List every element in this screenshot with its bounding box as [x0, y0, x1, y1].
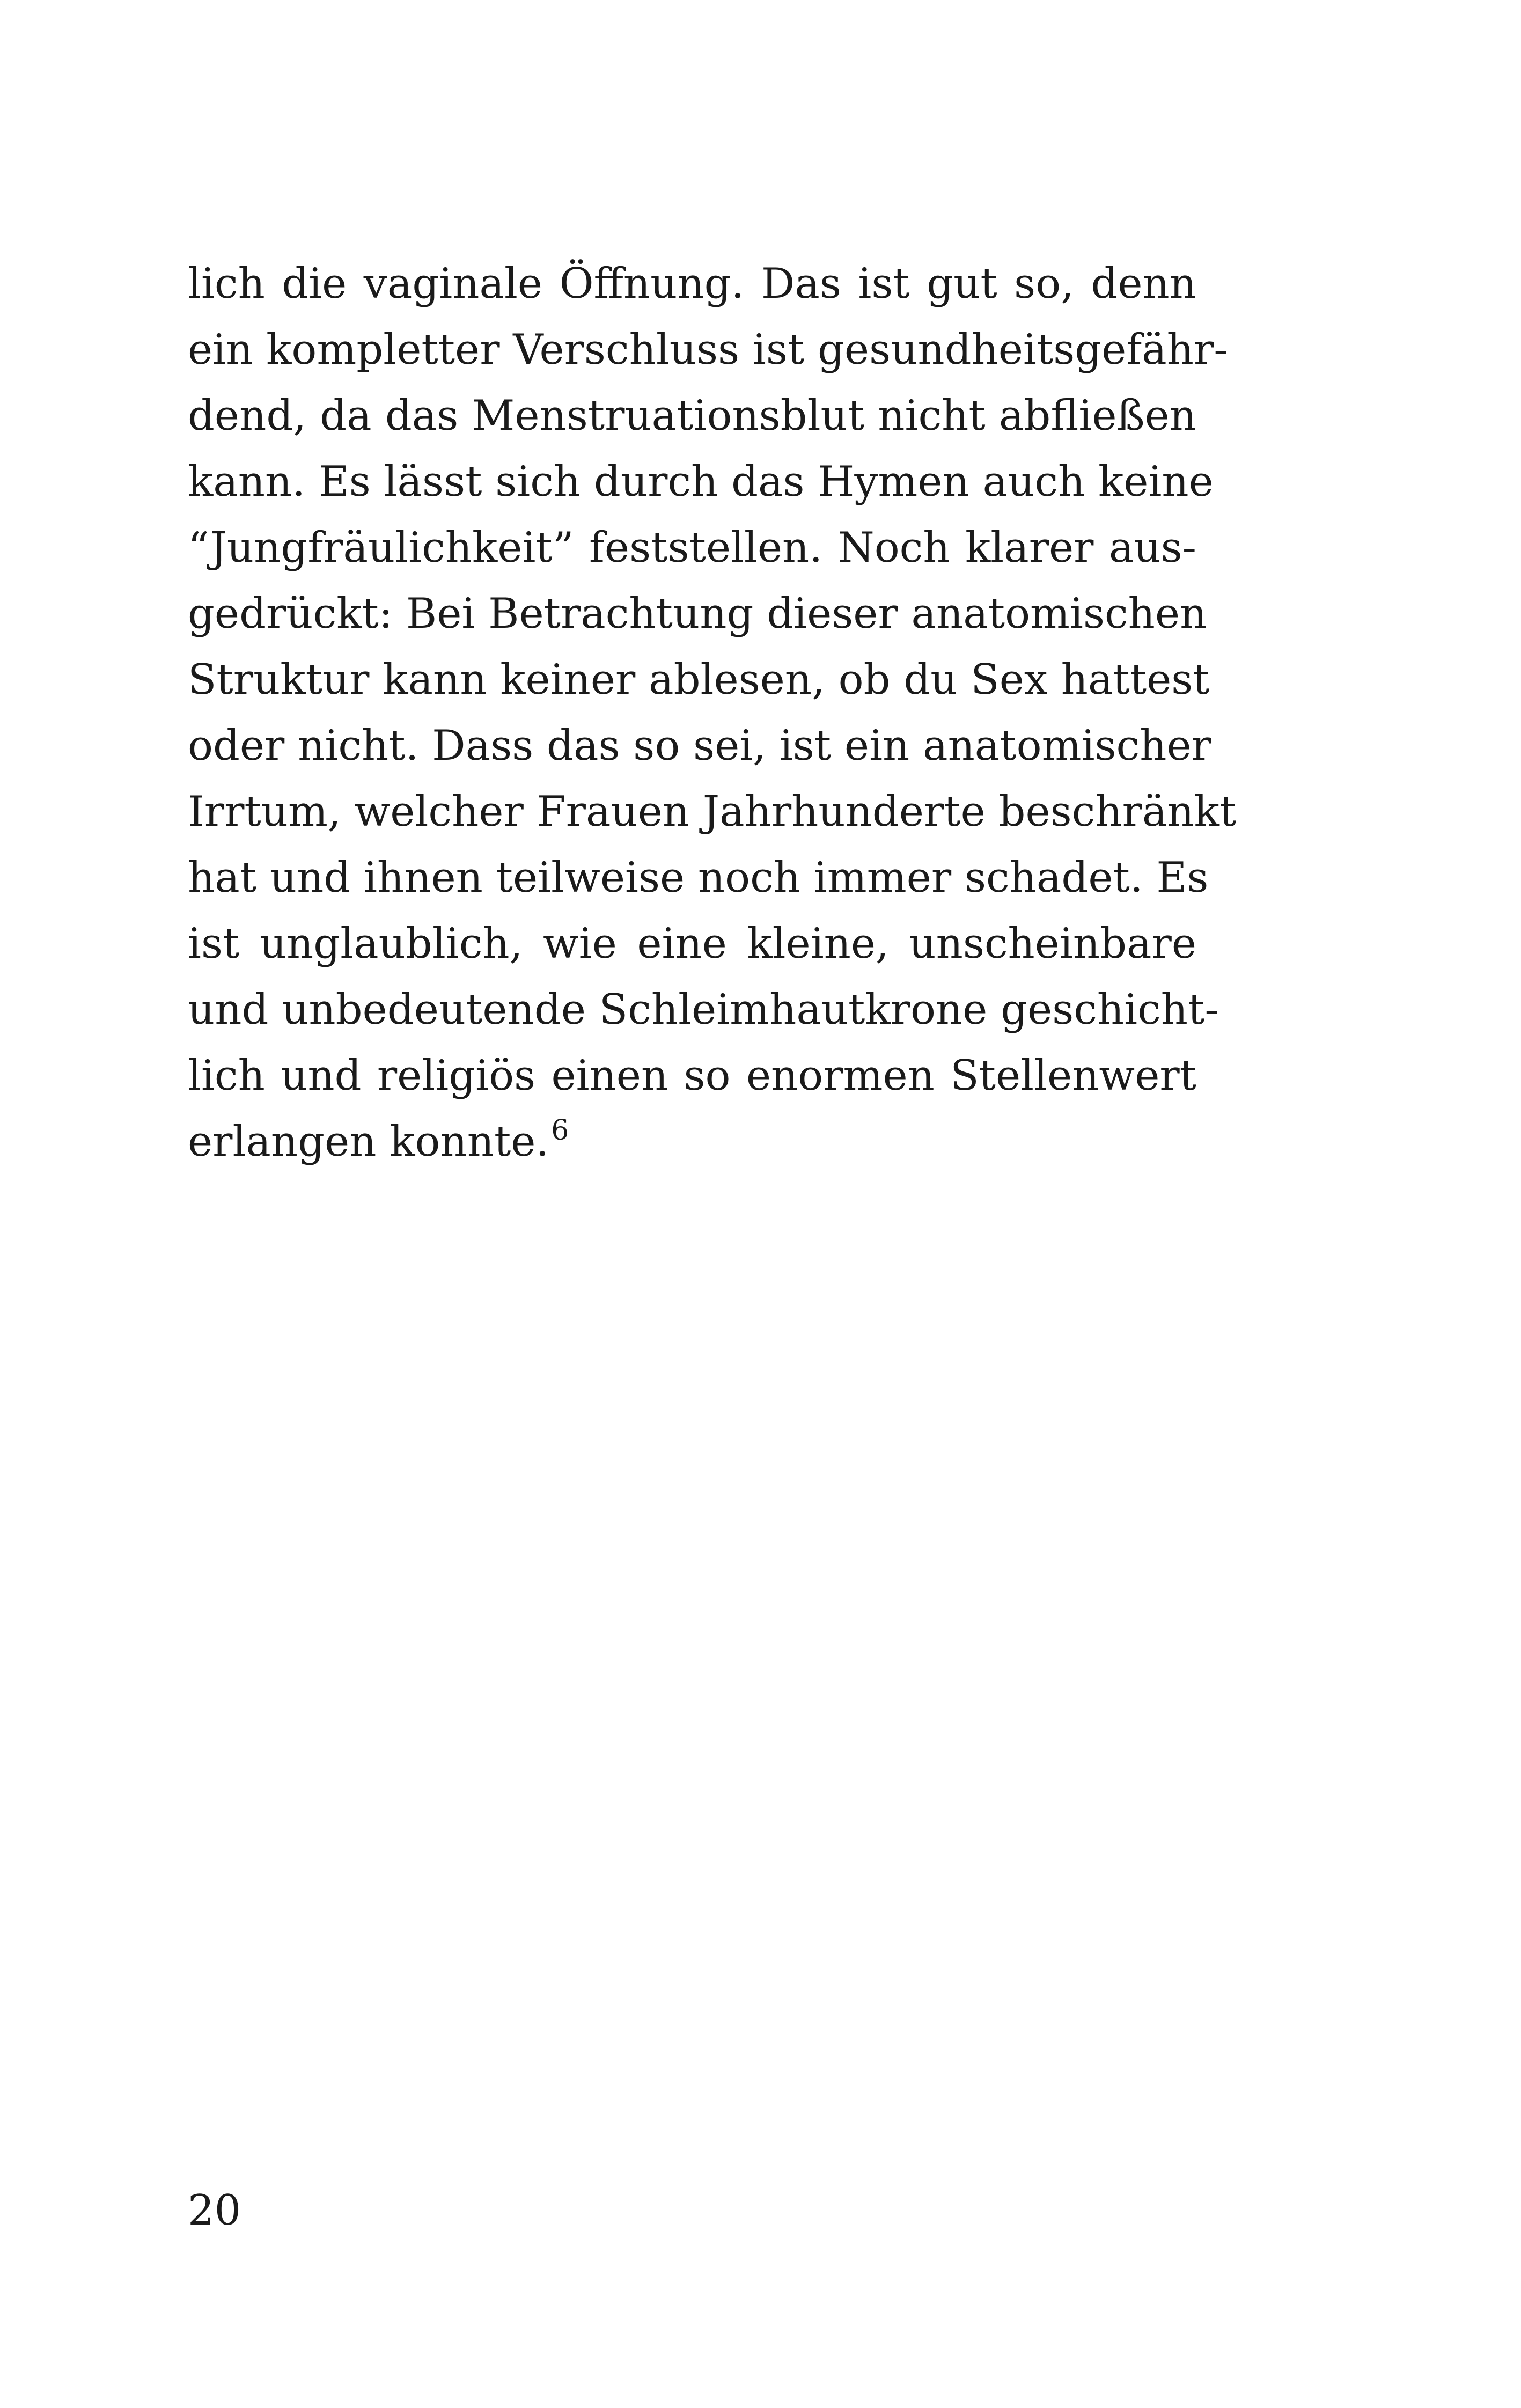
text-line: oder nicht. Dass das so sei, ist ein anatomischer	[188, 722, 1211, 770]
text-line: dend, da das Menstruationsblut nicht abfließen	[188, 392, 1196, 440]
text-line: kann. Es lässt sich durch das Hymen auch keine	[188, 458, 1214, 506]
text-line: lich die vaginale Öffnung. Das ist gut so, denn	[188, 260, 1196, 308]
text-line: lich und religiös einen so enormen Stellenwert	[188, 1052, 1196, 1100]
text-line: gedrückt: Bei Betrachtung dieser anatomischen	[188, 590, 1207, 638]
text-line: und unbedeutende Schleimhautkrone geschicht-	[188, 986, 1219, 1034]
text-line-last	[188, 1109, 1196, 1175]
page-number: 20	[188, 2186, 241, 2235]
text-line: ein kompletter Verschluss ist gesundheitsgefähr-	[188, 326, 1228, 374]
text-line: hat und ihnen teilweise noch immer schadet. Es	[188, 854, 1209, 902]
text-line-last-content: erlangen konnte.	[188, 1118, 549, 1166]
text-line: Irrtum, welcher Frauen Jahrhunderte beschränkt	[188, 788, 1237, 836]
text-line: ist unglaublich, wie eine kleine, unscheinbare	[188, 920, 1196, 968]
footnote-marker[interactable]: 6	[551, 1114, 569, 1147]
text-line: Struktur kann keiner ablesen, ob du Sex hattest	[188, 656, 1210, 704]
text-line: “Jungfräulichkeit” feststellen. Noch klarer aus-	[188, 524, 1196, 572]
body-paragraph	[188, 251, 1237, 1175]
